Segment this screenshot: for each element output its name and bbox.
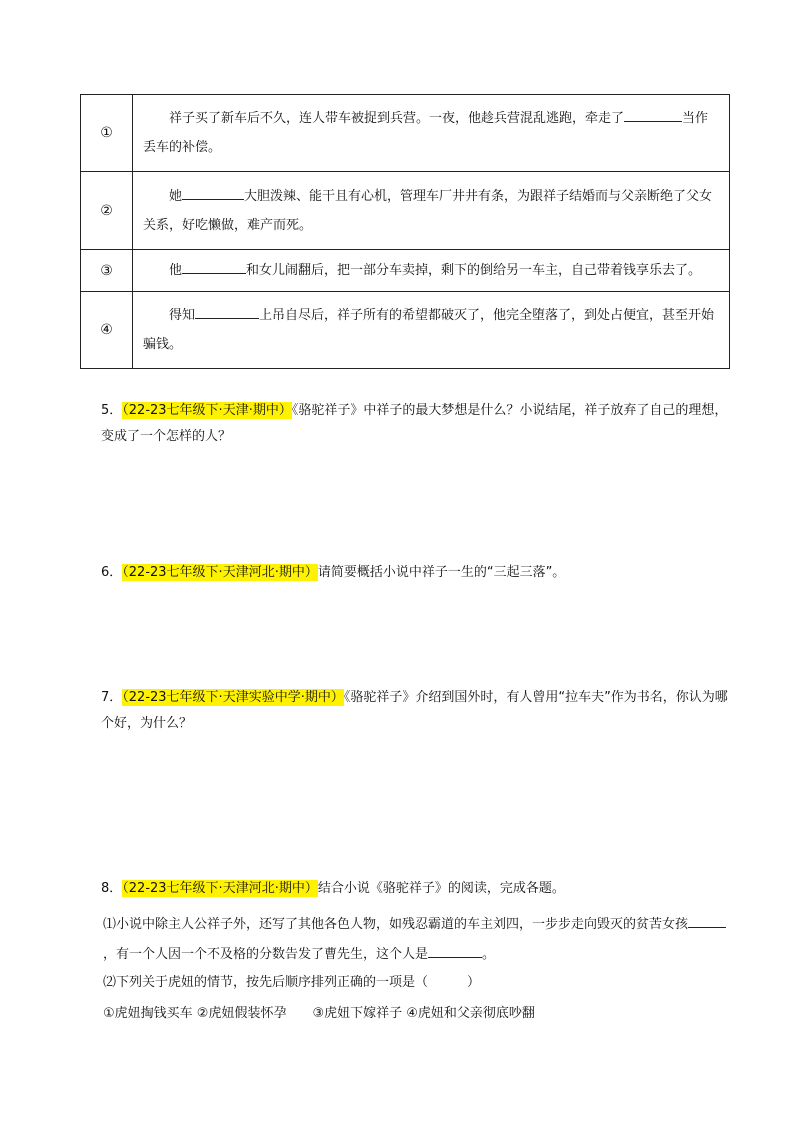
question-text: 请简要概括小说中祥子一生的“三起三落”。 [317,565,566,580]
row-number: ③ [81,250,133,292]
question-number: 7． [101,690,123,705]
character-table [80,94,730,369]
source-tag: （22-23七年级下·天津河北·期中） [122,881,318,896]
options-text: ①虎妞掏钱买车 ②虎妞假装怀孕 ③虎妞下嫁祥子 ④虎妞和父亲彻底吵翻 [103,1006,535,1021]
answer-blank[interactable] [182,185,244,200]
row-number: ② [81,172,133,250]
table-row [81,95,730,172]
sub1-text: ⑴小说中除主人公祥子外，还写了其他各色人物，如残忍霸道的车主刘四，一步步走向毁灭的贫苦女孩 [103,917,689,932]
row-text-post: 当作丢车的补偿。 [143,111,709,155]
row-text [133,292,730,369]
table-row [81,292,730,369]
question-5 [101,398,731,450]
row-text-post: 大胆泼辣、能干且有心机，管理车厂井井有条，为跟祥子结婚而与父亲断绝了父女关系，好吃懒做，难产而死。 [143,188,713,233]
row-number: ④ [81,292,133,369]
sub1-text-mid: ，有一个人因一个不及格的分数告发了曹先生，这个人是 [103,947,429,962]
row-text-pre: 得知 [169,308,196,323]
question-text: 结合小说《骆驼祥子》的阅读，完成各题。 [317,881,565,896]
table-row [81,250,730,292]
row-text-pre: 她 [169,188,183,204]
answer-blank[interactable] [182,259,246,274]
row-text-post: 上吊自尽后，祥子所有的希望都破灭了，他完全堕落了，到处占便宜，甚至开始骗钱。 [143,308,715,352]
question-8-options [103,1001,733,1027]
row-number: ① [81,95,133,172]
question-text: 《骆驼祥子》中祥子的最大梦想是什么？小说结尾，祥子放弃了自己的理想，变成了一个怎样的人？ [101,403,728,444]
answer-blank[interactable] [428,943,482,958]
question-number: 8． [101,881,123,896]
answer-blank[interactable] [624,107,682,122]
source-tag: （22-23七年级下·天津实验中学·期中） [122,690,344,705]
sub2-text: ⑵下列关于虎妞的情节，按先后顺序排列正确的一项是（ ） [103,975,481,990]
row-text-post: 和女儿闹翻后，把一部分车卖掉，剩下的倒给另一车主，自己带着钱享乐去了。 [246,263,702,278]
sub1-text-end: 。 [482,947,496,962]
question-6 [101,560,731,586]
question-number: 5． [101,403,123,418]
row-text-pre: 祥子买了新车后不久，连人带车被捉到兵营。一夜，他趁兵营混乱逃跑，牵走了 [169,111,625,126]
row-text [133,250,730,292]
question-text: 《骆驼祥子》介绍到国外时，有人曾用“拉车夫”作为书名，你认为哪个好，为什么？ [101,690,728,731]
row-text [133,95,730,172]
answer-blank[interactable] [688,913,726,928]
row-text-pre: 他 [169,263,183,278]
row-text [133,172,730,250]
table-row [81,172,730,250]
source-tag: （22-23七年级下·天津·期中） [122,403,292,418]
question-8-sub2 [103,970,733,996]
question-7 [101,685,731,737]
question-8 [101,876,731,902]
source-tag: （22-23七年级下·天津河北·期中） [122,565,318,580]
question-number: 6． [101,565,123,580]
answer-blank[interactable] [195,304,259,319]
question-8-sub1 [103,910,733,970]
